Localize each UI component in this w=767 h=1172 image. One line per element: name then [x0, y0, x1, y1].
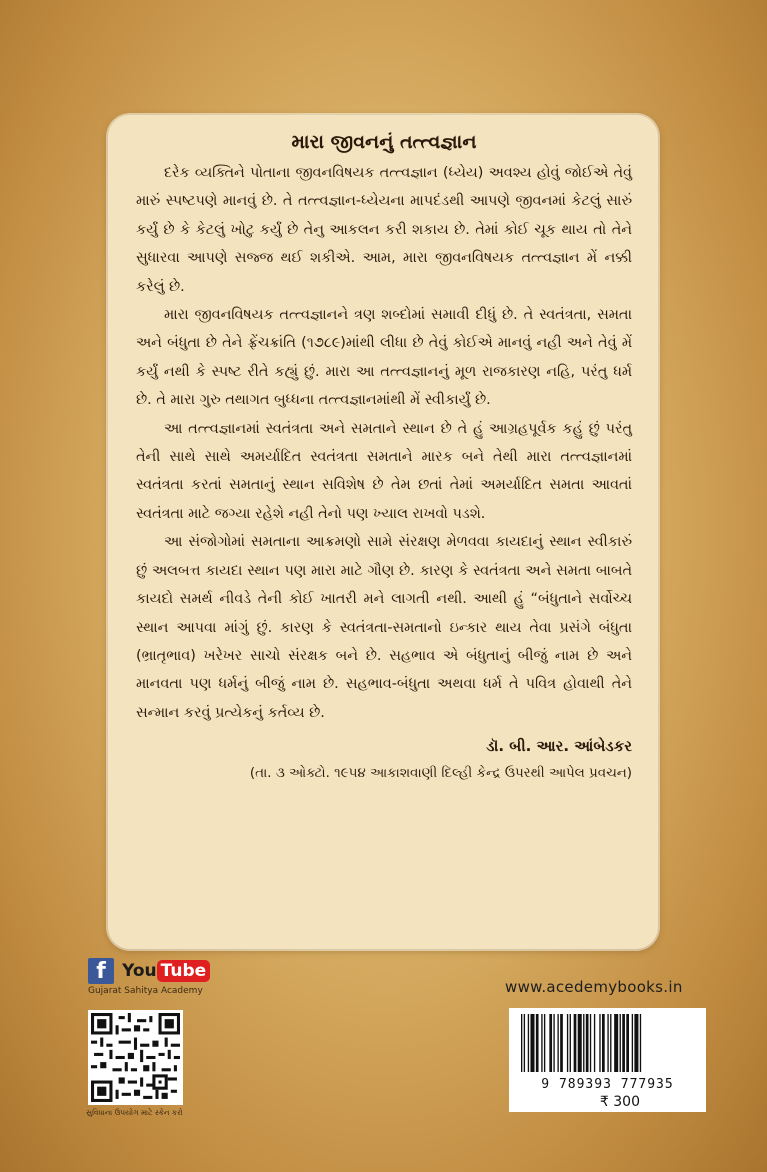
barcode-image: [517, 1014, 698, 1072]
paragraph-2: મારા જીવનવિષયક તત્ત્વજ્ઞાનને ત્રણ શબ્દોમાં સમાવી દીધું છે. તે સ્વતંત્રતા, સમતા અને બંધુતા છે તેને ફ્રેંચક્રાંતિ (૧૭૮૯)માંથી લીધા છે તેવું કોઈએ માનવું નહી અને તેવું મેં કર્યું નથી કે સ્પષ્ટ રીતે કહ્યું છું. મારા આ તત્ત્વજ્ઞાનનું મૂળ રાજકારણ નહિ, પરંતુ ધર્મ છે. તે મારા ગુરુ તથાગત બુધ્ધના તત્ત્વજ્ઞાનમાંથી મેં સ્વીકાર્યું છે.: [136, 307, 632, 409]
qr-code[interactable]: [88, 1010, 183, 1105]
barcode-bar: [541, 1014, 542, 1072]
barcode-bar: [549, 1014, 552, 1072]
barcode-bar: [578, 1014, 582, 1072]
qr-caption: સુવિધાના ઉપયોગ માટે સ્કેન કરો: [86, 1108, 183, 1117]
speech-note: (તા. ૩ ઓક્ટો. ૧૯૫૪ આકાશવાણી દિલ્હી કેન્દ્ર ઉપરથી આપેલ પ્રવચન): [249, 766, 632, 782]
youtube-tube: Tube: [157, 960, 211, 982]
isbn-number: 9 789393 777935: [541, 1077, 674, 1092]
barcode-bar: [610, 1014, 611, 1072]
paragraph-1: દરેક વ્યક્તિને પોતાના જીવનવિષયક તત્ત્વજ્ઞાન (ધ્યેય) અવશ્ય હોવું જોઈએ તેવું મારું સ્પષ્ટપણે માનવું છે. તે તત્ત્વજ્ઞાન-ધ્યેયના માપદંડથી આપણે જીવનમાં કેટલું સારું કર્યું છે કે કેટલું ખોટુ કર્યું છે તેનુ આકલન કરી શકાય છે. તેમાં કોઈ ચૂક થાય તો તેને સુધારવા આપણે સજ્જ થઈ શકીએ. આમ, મારા જીવનવિષયક તત્ત્વજ્ઞાન મેં નક્કી કરેલું છે.: [136, 165, 632, 295]
paragraph-3: આ તત્ત્વજ્ઞાનમાં સ્વતંત્રતા અને સમતાને સ્થાન છે તે હું આગ્રહપૂર્વક કહું છું પરંતુ તેની સાથે સાથે અમર્યાદિત સ્વતંત્રતા સમતાને મારક બને તેથી મારા તત્ત્વજ્ઞાનમાં સ્વતંત્રતા કરતાં સમતાનું સ્થાન સવિશેષ છે તેમ છતાં તેમાં અમર્યાદિત સમતા આવતાં સ્વતંત્રતા માટે જગ્યા રહેશે નહી તેનો પણ ખ્યાલ રાખવો પડશે.: [136, 420, 632, 522]
barcode-bar: [583, 1014, 584, 1072]
barcode-bar: [599, 1014, 600, 1072]
barcode-bar: [557, 1014, 558, 1072]
barcode-bar: [626, 1014, 629, 1072]
author-signature: ડૉ. બી. આર. આંબેડકર: [486, 737, 632, 756]
paragraph-4: આ સંજોગોમાં સમતાના આક્રમણો સામે સંરક્ષણ મેળવવા કાયદાનું સ્થાન સ્વીકારું છું અલબત્ત કાયદા સ્થાન પણ મારા માટે ગૌણ છે. કારણ કે સ્વતંત્રતા અને સમતા બાબતે કાયદો સમર્થ નીવડે તેની કોઈ ખાતરી મને લાગતી નથી. આથી હું “બંધુતાને સર્વોચ્ચ સ્થાન આપવા માંગું છું. કારણ કે સ્વતંત્રતા-સમતાનો ઇન્કાર થાય તેવા પ્રસંગે બંધુતા (ભ્રાતૃભાવ) ખરેખર સાચો સંરક્ષક બને છે. સહભાવ એ બંધુતાનું બીજું નામ છે અને માનવતા પણ ધર્મનું બીજું નામ છે. સહભાવ-બંધુતા અથવા ધર્મ તે પવિત્ર હોવાથી તેને સન્માન કરવું પ્રત્યેકનું કર્તવ્ય છે.: [136, 534, 632, 721]
barcode-bar: [567, 1014, 568, 1072]
barcode-bar: [560, 1014, 563, 1072]
barcode-bar: [620, 1014, 621, 1072]
isbn-barcode: [509, 1008, 706, 1112]
barcode-bar: [528, 1014, 529, 1072]
barcode-bar: [590, 1014, 591, 1072]
barcode-bar: [544, 1014, 545, 1072]
philosophy-panel: [108, 115, 658, 949]
qr-code-image: [91, 1013, 180, 1102]
barcode-bar: [536, 1014, 539, 1072]
barcode-bar: [553, 1014, 554, 1072]
social-links: [88, 958, 210, 996]
youtube-icon[interactable]: [122, 960, 210, 982]
barcode-bar: [607, 1014, 608, 1072]
website-link[interactable]: www.acedemybooks.in: [505, 978, 683, 996]
barcode-bar: [521, 1014, 522, 1072]
price: ₹ 300: [599, 1094, 640, 1110]
barcode-bar: [622, 1014, 625, 1072]
youtube-you: You: [122, 961, 157, 981]
barcode-bar: [632, 1014, 633, 1072]
barcode-bar: [570, 1014, 571, 1072]
barcode-bar: [524, 1014, 525, 1072]
barcode-bar: [640, 1014, 641, 1072]
barcode-bar: [614, 1014, 618, 1072]
barcode-bar: [574, 1014, 577, 1072]
barcode-bar: [602, 1014, 605, 1072]
barcode-bar: [634, 1014, 638, 1072]
publisher-name: Gujarat Sahitya Academy: [88, 986, 203, 996]
barcode-bar: [594, 1014, 595, 1072]
barcode-bar: [586, 1014, 589, 1072]
page-title: મારા જીવનનું તત્ત્વજ્ઞાન: [291, 131, 477, 153]
barcode-bar: [530, 1014, 534, 1072]
facebook-icon[interactable]: f: [88, 958, 114, 984]
